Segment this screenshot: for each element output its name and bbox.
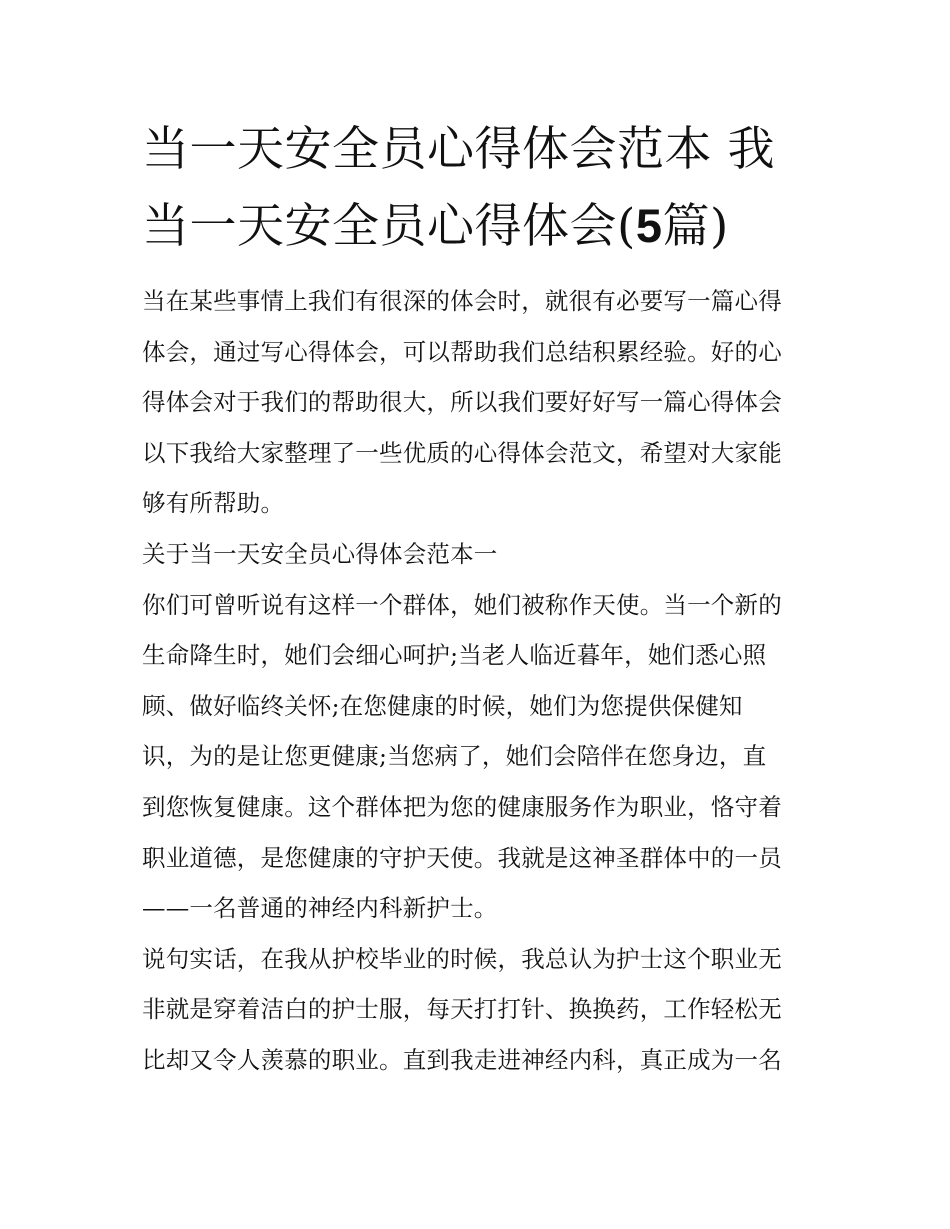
paragraph-line: 你们可曾听说有这样一个群体，她们被称作天使。当一个新的 [142, 590, 782, 619]
paragraph-line: 职业道德，是您健康的守护天使。我就是这神圣群体中的一员 [142, 843, 782, 872]
section-heading-text: 关于当一天安全员心得体会范本一 [142, 539, 498, 568]
title-line-2-suffix: 篇) [662, 199, 729, 254]
body-paragraph-2 [142, 934, 814, 1086]
document-title [142, 112, 822, 265]
paragraph-line: 体会，通过写心得体会，可以帮助我们总结积累经验。好的心 [142, 337, 782, 366]
paragraph-line: 非就是穿着洁白的护士服，每天打打针、换换药，工作轻松无 [142, 995, 782, 1024]
intro-paragraph [142, 276, 814, 529]
title-line-2-prefix: 当一天安全员心得体会( [142, 199, 636, 254]
title-line-2 [142, 188, 822, 265]
paragraph-line: 顾、做好临终关怀;在您健康的时候，她们为您提供保健知 [142, 691, 743, 720]
title-line-1: 当一天安全员心得体会范本 我 [142, 122, 775, 177]
body-paragraph-1 [142, 580, 814, 934]
paragraph-line: ——一名普通的神经内科新护士。 [142, 894, 498, 923]
paragraph-line: 生命降生时，她们会细心呵护;当老人临近暮年，她们悉心照 [142, 641, 767, 670]
paragraph-line: 以下我给大家整理了一些优质的心得体会范文，希望对大家能 [142, 438, 782, 467]
document-body [142, 276, 814, 1086]
section-heading [142, 529, 814, 580]
paragraph-line: 当在某些事情上我们有很深的体会时，就很有必要写一篇心得 [142, 287, 782, 315]
title-line-2-number: 5 [635, 199, 663, 252]
paragraph-line: 到您恢复健康。这个群体把为您的健康服务作为职业，恪守着 [142, 792, 782, 821]
paragraph-line: 比却又令人羡慕的职业。直到我走进神经内科，真正成为一名 [142, 1045, 782, 1074]
paragraph-line: 说句实话，在我从护校毕业的时候，我总认为护士这个职业无 [142, 944, 782, 973]
paragraph-line: 识，为的是让您更健康;当您病了，她们会陪伴在您身边，直 [142, 742, 767, 771]
paragraph-line: 得体会对于我们的帮助很大，所以我们要好好写一篇心得体会 [142, 388, 782, 417]
paragraph-line: 够有所帮助。 [142, 489, 285, 518]
